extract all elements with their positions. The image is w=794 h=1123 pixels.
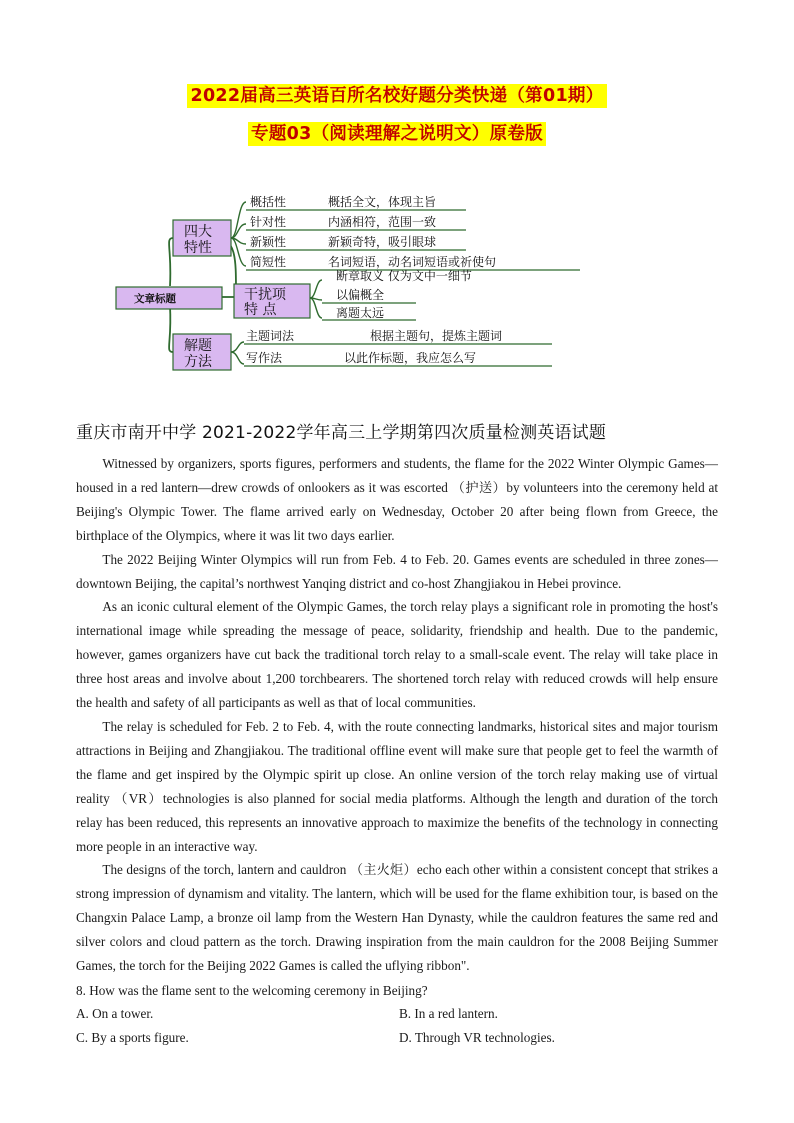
methods-label-2: 方法 xyxy=(184,354,212,370)
option-b[interactable]: B. In a red lantern. xyxy=(399,1006,498,1021)
article-heading: 重庆市南开中学 2021-2022学年高三上学期第四次质量检测英语试题 xyxy=(76,423,607,443)
feature-desc-2: 内涵相符，范围一致 xyxy=(328,215,437,229)
feature-desc-1: 概括全文，体现主旨 xyxy=(328,195,437,209)
distractor-1: 断章取义 仅为文中一细节 xyxy=(336,269,472,283)
distractors-label-2: 特 点 xyxy=(244,302,277,318)
distractor-2: 以偏概全 xyxy=(336,288,385,302)
features-label-2: 特性 xyxy=(184,240,212,256)
distractor-3: 离题太远 xyxy=(336,306,385,320)
question-stem: 8. How was the flame sent to the welcoming ceremony in Beijing? xyxy=(76,983,428,998)
article-paragraph: Witnessed by organizers, sports figures, performers and students, the flame for the 2022 Winter Olympic Games—housed in a red lantern—drew crowds of onlookers as it was escorted （护送）by volunteers into the ceremony held at Beijing's Olympic Tower. The flame arrived early on Wednesday, October 20 after being flown from Greece, the birthplace of the Olympics, where it was lit two days earlier. xyxy=(76,456,718,543)
document-title xyxy=(0,84,794,146)
option-d[interactable]: D. Through VR technologies. xyxy=(399,1030,555,1045)
feature-desc-4: 名词短语，动名词短语或祈使句 xyxy=(328,255,497,269)
method-term-2: 写作法 xyxy=(246,351,283,365)
article-paragraph: The 2022 Beijing Winter Olympics will run from Feb. 4 to Feb. 20. Games events are scheduled in three zones—downtown Beijing, the capital’s northwest Yanqing district and co-host Zhangjiakou in Hebei province. xyxy=(76,551,718,591)
article-paragraph: The relay is scheduled for Feb. 2 to Feb. 4, with the route connecting landmarks, historical sites and major tourism attractions in Beijing and Zhangjiakou. The traditional offline event will make sure that people get to feel the warmth of the flame and get inspired by the Olympic spirit up close. An online version of the torch relay making use of virtual reality （VR）technologies is also planned for social media platforms. Although the length and duration of the torch relay has been reduced, this represents an innovative approach to maximize the benefits of the technology in connecting more people in an interactive way. xyxy=(76,718,718,854)
article-paragraph: The designs of the torch, lantern and cauldron （主火炬）echo each other within a consistent concept that strikes a strong impression of dynamism and vitality. The lantern, which will be used for the flame exhibition tour, is based on the Changxin Palace Lamp, a bronze oil lamp from the Western Han Dynasty, while the cauldron features the same red and silver colors and cloud pattern as the torch. Drawing inspiration from the main cauldron for the 2008 Beijing Summer Games, the torch for the Beijing 2022 Games is called the uflying ribbon". xyxy=(76,862,718,974)
features-label-1: 四大 xyxy=(184,224,212,240)
article-paragraph: As an iconic cultural element of the Olympic Games, the torch relay plays a significant role in promoting the host's international image while spreading the message of peace, solidarity, friendship and health. Due to the pandemic, however, games organizers have cut back the traditional torch relay to a small-scale event. The relay will take place in three host areas and involve about 1,200 torchbearers. The shortened torch relay with reduced crowds will help ensure the health and safety of all participants as well as that of local communities. xyxy=(76,599,718,711)
mindmap-root-label: 文章标题 xyxy=(134,293,176,305)
option-a[interactable]: A. On a tower. xyxy=(76,1006,154,1021)
methods-label-1: 解题 xyxy=(184,338,212,354)
feature-desc-3: 新颖奇特，吸引眼球 xyxy=(328,235,437,249)
feature-term-4: 简短性 xyxy=(250,255,287,269)
title-line-1: 2022届高三英语百所名校好题分类快递（第01期） xyxy=(187,84,606,108)
method-term-1: 主题词法 xyxy=(246,329,295,343)
article-body xyxy=(76,452,718,978)
feature-term-1: 概括性 xyxy=(250,195,287,209)
option-c[interactable]: C. By a sports figure. xyxy=(76,1030,189,1045)
title-strategy-mindmap xyxy=(110,186,590,376)
distractors-label-1: 干扰项 xyxy=(244,287,286,303)
method-desc-2: 以此作标题，我应怎么写 xyxy=(344,351,477,365)
method-desc-1: 根据主题句，提炼主题词 xyxy=(370,329,503,343)
title-line-2: 专题03（阅读理解之说明文）原卷版 xyxy=(248,122,546,146)
feature-term-3: 新颖性 xyxy=(250,235,287,249)
feature-term-2: 针对性 xyxy=(250,215,287,229)
